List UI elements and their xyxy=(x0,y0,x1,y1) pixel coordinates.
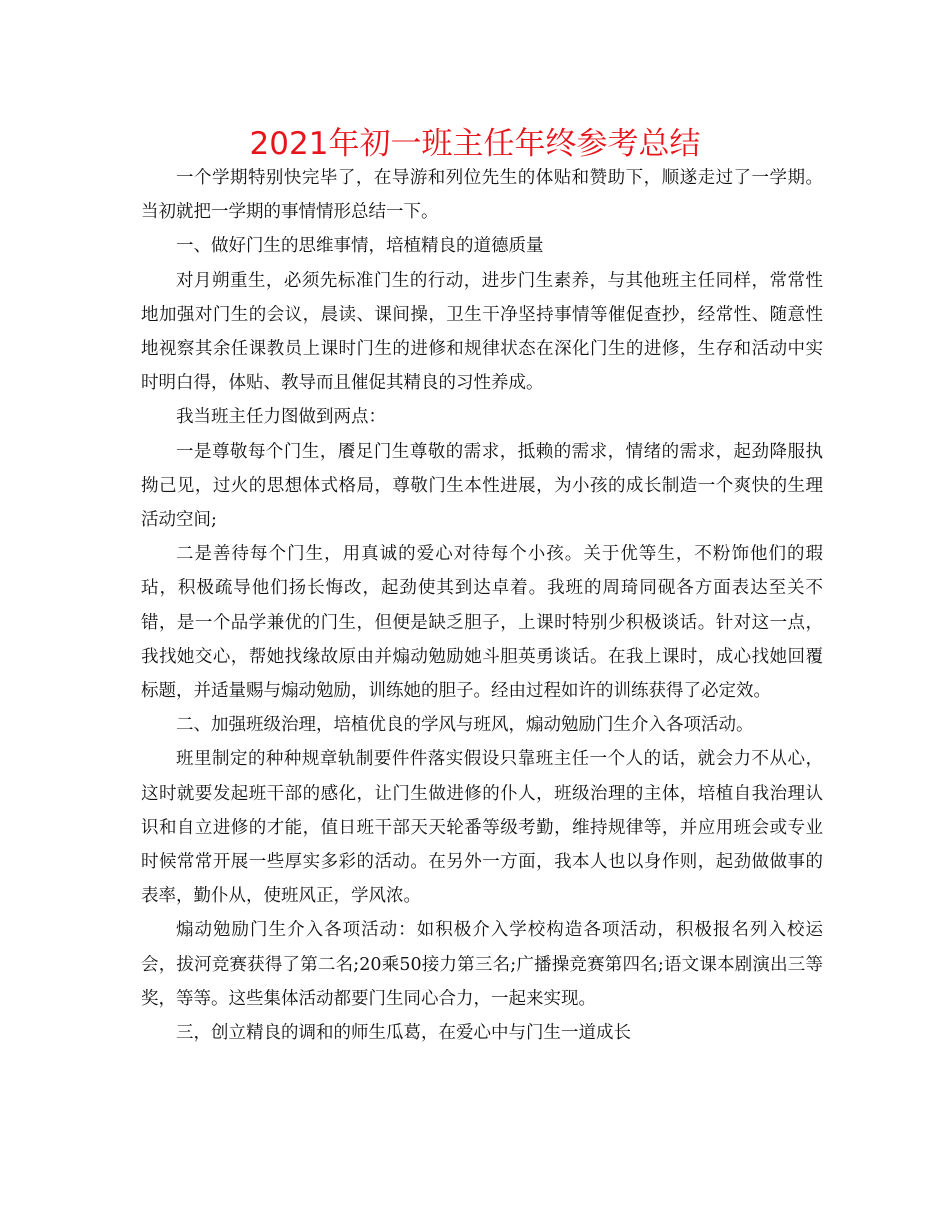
section-heading: 二、加强班级治理，培植优良的学风与班风，煽动勉励门生介入各项活动。 xyxy=(176,715,754,736)
paragraph: 二是善待每个门生，用真诚的爱心对待每个小孩。关于优等生，不粉饰他们的瑕玷，积极疏导他们扬长悔改，起劲使其到达卓着。我班的周琦同砚各方面表达至关不错，是一个品学兼优的门生，但便是缺乏胆子，上课时特别少积极谈话。针对这一点，我找她交心，帮她找缘故原由并煽动勉励她斗胆英勇谈话。在我上课时，成心找她回覆标题，并适量赐与煽动勉励，训练她的胆子。经由过程如许的训练获得了必定效。 xyxy=(141,544,823,702)
document-title: 2021年初一班主任年终参考总结 xyxy=(249,126,701,162)
paragraph: 一是尊敬每个门生，餍足门生尊敬的需求，抵赖的需求，情绪的需求，起劲降服执拗己见，过火的思想体式格局，尊敬门生本性进展，为小孩的成长制造一个爽快的生理活动空间; xyxy=(141,441,823,531)
paragraph: 一个学期特别快完毕了，在导游和列位先生的体贴和赞助下，顺遂走过了一学期。当初就把一学期的事情情形总结一下。 xyxy=(141,168,823,223)
paragraph: 我当班主任力图做到两点： xyxy=(176,407,386,428)
paragraph: 班里制定的种种规章轨制要件件落实假设只靠班主任一个人的话，就会力不从心，这时就要发起班干部的感化，让门生做进修的仆人，班级治理的主体，培植自我治理认识和自立进修的才能，值日班干部天天轮番等级考勤，维持规律等，并应用班会或专业时候常常开展一些厚实多彩的活动。在另外一方面，我本人也以身作则，起劲做做事的表率，勤仆从，使班风正，学风浓。 xyxy=(141,749,823,907)
section-heading: 一、做好门生的思维事情，培植精良的道德质量 xyxy=(176,236,544,257)
document-body xyxy=(141,161,823,1050)
section-heading: 三，创立精良的调和的师生瓜葛，在爱心中与门生一道成长 xyxy=(176,1023,631,1044)
paragraph: 对月朔重生，必须先标准门生的行动，进步门生素养，与其他班主任同样，常常性地加强对门生的会议，晨读、课间操，卫生干净坚持事情等催促查抄，经常性、随意性地视察其余任课教员上课时门生的进修和规律状态在深化门生的进修，生存和活动中实时明白得，体贴、教导而且催促其精良的习性养成。 xyxy=(141,270,823,394)
paragraph: 煽动勉励门生介入各项活动：如积极介入学校构造各项活动，积极报名列入校运会，拔河竞赛获得了第二名;20乘50接力第三名;广播操竞赛第四名;语文课本剧演出三等奖，等等。这些集体活动都要门生同心合力，一起来实现。 xyxy=(141,920,823,1009)
